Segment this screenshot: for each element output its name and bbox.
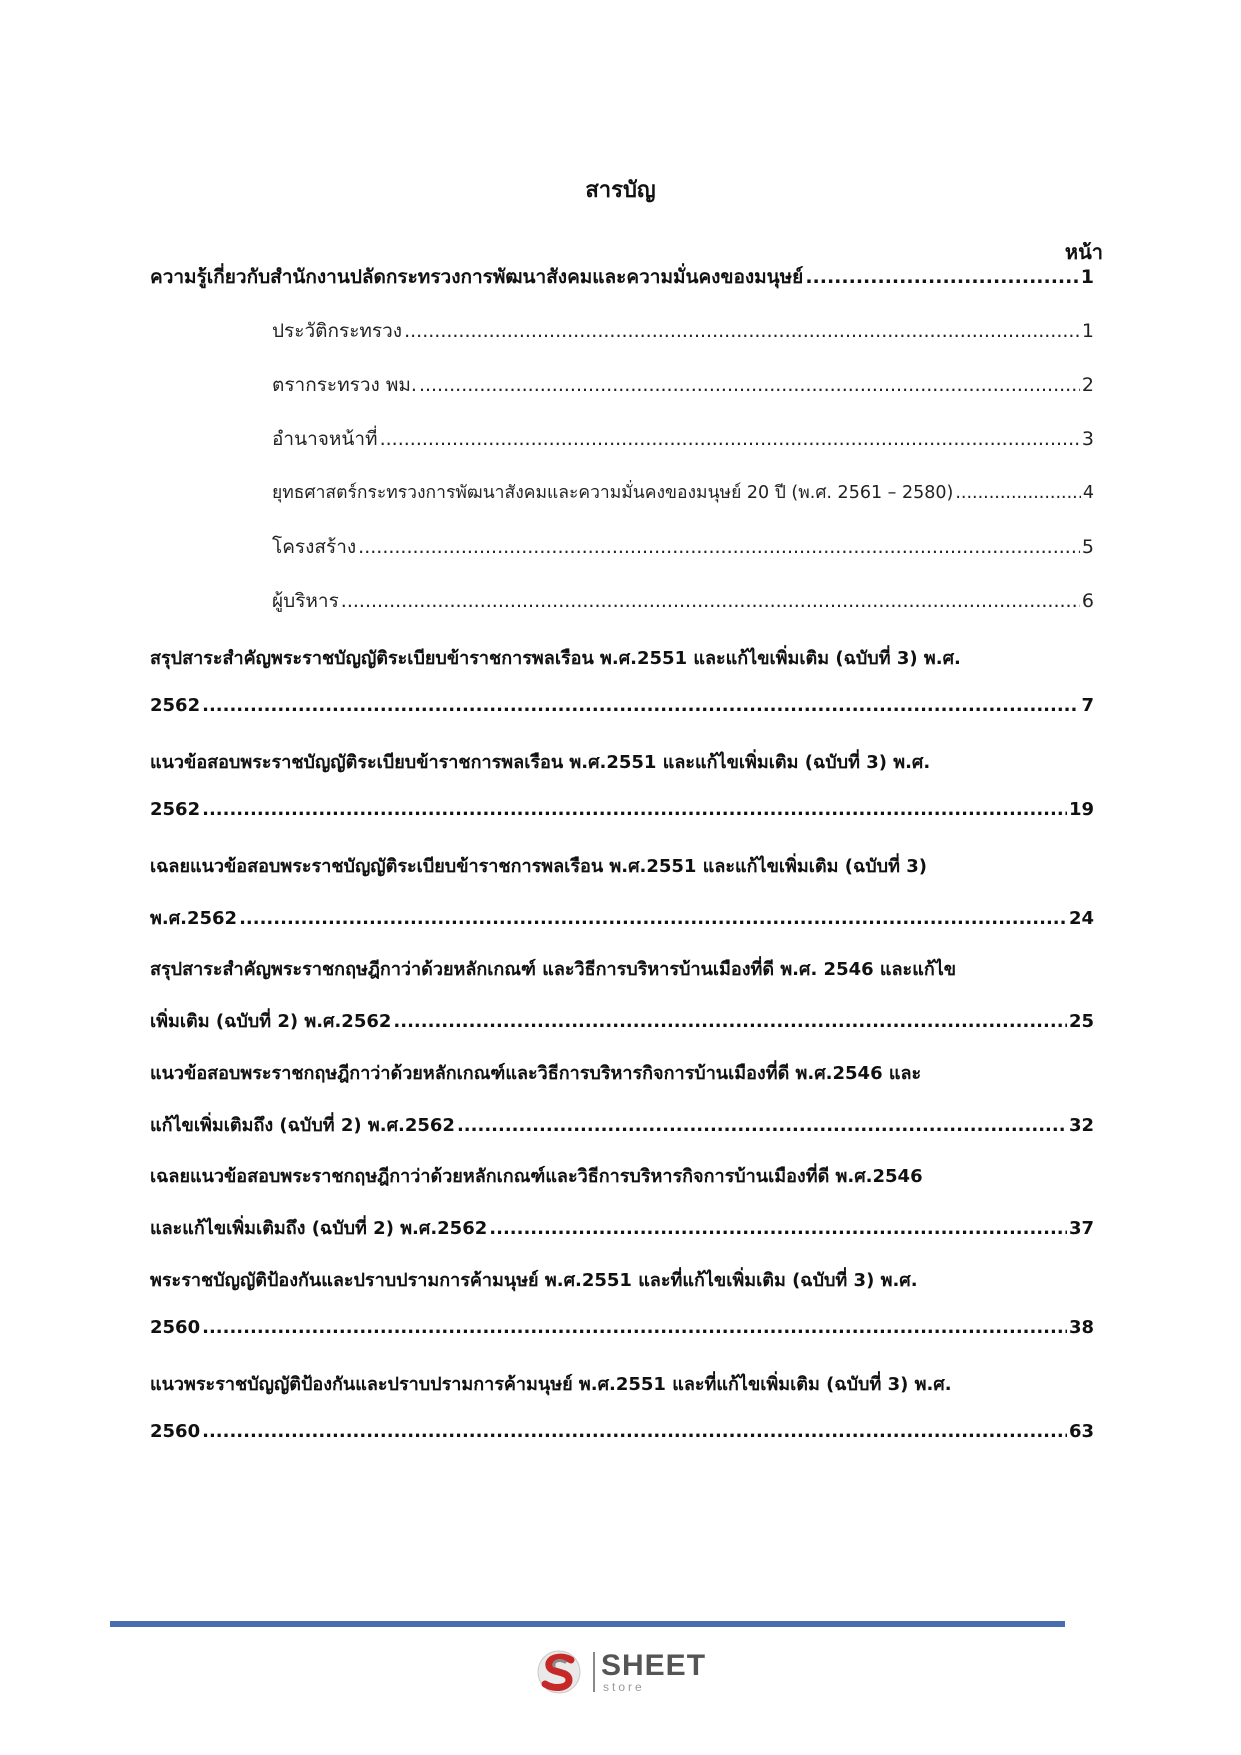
- toc-entry[interactable]: [150, 643, 1094, 716]
- toc-page-number: 32: [1068, 1115, 1094, 1136]
- toc-entry-title-cont: 2560: [150, 1317, 201, 1338]
- toc-entry-title: สรุปสาระสำคัญพระราชบัญญัติระเบียบข้าราชการพลเรือน พ.ศ.2551 และแก้ไขเพิ่มเติม (ฉบับที่ 3) พ.ศ.: [150, 648, 961, 669]
- logo-wordmark: SHEET: [601, 1649, 707, 1682]
- toc-page-number: 5: [1081, 536, 1094, 558]
- toc-subentry[interactable]: [150, 586, 1094, 616]
- toc-subentry[interactable]: [150, 424, 1094, 454]
- toc-page-number: 38: [1068, 1317, 1094, 1338]
- toc-entry-title: เฉลยแนวข้อสอบพระราชกฤษฎีกาว่าด้วยหลักเกณฑ์และวิธีการบริหารกิจการบ้านเมืองที่ดี พ.ศ.2546: [150, 1166, 923, 1187]
- toc-entry-title-cont: พ.ศ.2562: [150, 908, 238, 929]
- toc-subentry[interactable]: [150, 478, 1094, 506]
- toc-entry-title: แนวข้อสอบพระราชกฤษฎีกาว่าด้วยหลักเกณฑ์และวิธีการบริหารกิจการบ้านเมืองที่ดี พ.ศ.2546 และ: [150, 1063, 922, 1084]
- toc-entry-title: แนวพระราชบัญญัติป้องกันและปราบปรามการค้ามนุษย์ พ.ศ.2551 และที่แก้ไขเพิ่มเติม (ฉบับที่ 3) พ.ศ.: [150, 1374, 952, 1395]
- sheet-store-logo: [535, 1648, 706, 1696]
- toc-page-number: 63: [1068, 1421, 1094, 1442]
- toc-entry-title: ความรู้เกี่ยวกับสำนักงานปลัดกระทรวงการพัฒนาสังคมและความมั่นคงของมนุษย์: [150, 266, 804, 288]
- toc-entry-title: ประวัติกระทรวง: [272, 320, 403, 342]
- logo-subtext: store: [603, 1680, 645, 1694]
- toc-entry-title: ผู้บริหาร: [272, 590, 339, 612]
- toc-entry[interactable]: [150, 954, 1094, 1035]
- toc-entry-title-cont: 2562: [150, 799, 201, 820]
- toc-entry-title-cont: 2562: [150, 695, 201, 716]
- toc-entry-title: ยุทธศาสตร์กระทรวงการพัฒนาสังคมและความมั่นคงของมนุษย์ 20 ปี (พ.ศ. 2561 – 2580): [272, 483, 954, 503]
- toc-subentry[interactable]: [150, 370, 1094, 400]
- toc-entry[interactable]: [150, 747, 1094, 820]
- page-column-header: หน้า: [1064, 240, 1103, 264]
- sheet-store-logo-icon: [535, 1648, 587, 1696]
- toc-entry-title: เฉลยแนวข้อสอบพระราชบัญญัติระเบียบข้าราชการพลเรือน พ.ศ.2551 และแก้ไขเพิ่มเติม (ฉบับที่ 3): [150, 856, 927, 877]
- toc-subentry[interactable]: [150, 532, 1094, 562]
- toc-page-number: 37: [1068, 1218, 1094, 1239]
- toc-entry-title: พระราชบัญญัติป้องกันและปราบปรามการค้ามนุษย์ พ.ศ.2551 และที่แก้ไขเพิ่มเติม (ฉบับที่ 3) พ.ศ.: [150, 1270, 918, 1291]
- toc-entry[interactable]: [150, 851, 1094, 932]
- toc-entry-title-cont: แก้ไขเพิ่มเติมถึง (ฉบับที่ 2) พ.ศ.2562: [150, 1115, 455, 1136]
- toc-page-number: 4: [1082, 483, 1094, 503]
- toc-page-number: 3: [1081, 428, 1094, 450]
- toc-entry-title: ตรากระทรวง พม.: [272, 374, 417, 396]
- toc-page-number: 19: [1068, 799, 1094, 820]
- page-title: สารบัญ: [585, 178, 656, 203]
- toc-entry-title: อำนาจหน้าที่: [272, 428, 378, 450]
- toc-subentry[interactable]: [150, 316, 1094, 346]
- toc-page-number: 25: [1068, 1011, 1094, 1032]
- toc-entry-title-cont: และแก้ไขเพิ่มเติมถึง (ฉบับที่ 2) พ.ศ.2562: [150, 1218, 488, 1239]
- toc-page-number: 24: [1068, 908, 1094, 929]
- toc-page-number: 1: [1080, 266, 1094, 288]
- footer-divider: [110, 1621, 1065, 1627]
- toc-entry[interactable]: [150, 1161, 1094, 1242]
- toc-entry-title-cont: 2560: [150, 1421, 201, 1442]
- toc-entry-title-cont: เพิ่มเติม (ฉบับที่ 2) พ.ศ.2562: [150, 1011, 392, 1032]
- toc-entry-title: โครงสร้าง: [272, 536, 357, 558]
- toc-page-number: 6: [1081, 590, 1094, 612]
- toc-entry[interactable]: [150, 1369, 1094, 1442]
- toc-page-number: 2: [1081, 374, 1094, 396]
- toc-page-number: 7: [1081, 695, 1094, 716]
- toc-entry-title: แนวข้อสอบพระราชบัญญัติระเบียบข้าราชการพลเรือน พ.ศ.2551 และแก้ไขเพิ่มเติม (ฉบับที่ 3) พ.ศ.: [150, 752, 931, 773]
- toc-entry[interactable]: [150, 1265, 1094, 1338]
- toc-entry-title: สรุปสาระสำคัญพระราชกฤษฎีกาว่าด้วยหลักเกณฑ์ และวิธีการบริหารบ้านเมืองที่ดี พ.ศ. 2546 และแก้ไข: [150, 959, 957, 980]
- toc-page-number: 1: [1081, 320, 1094, 342]
- toc-entry[interactable]: [150, 1058, 1094, 1139]
- toc-entry[interactable]: [150, 262, 1094, 292]
- logo-separator: [593, 1652, 595, 1692]
